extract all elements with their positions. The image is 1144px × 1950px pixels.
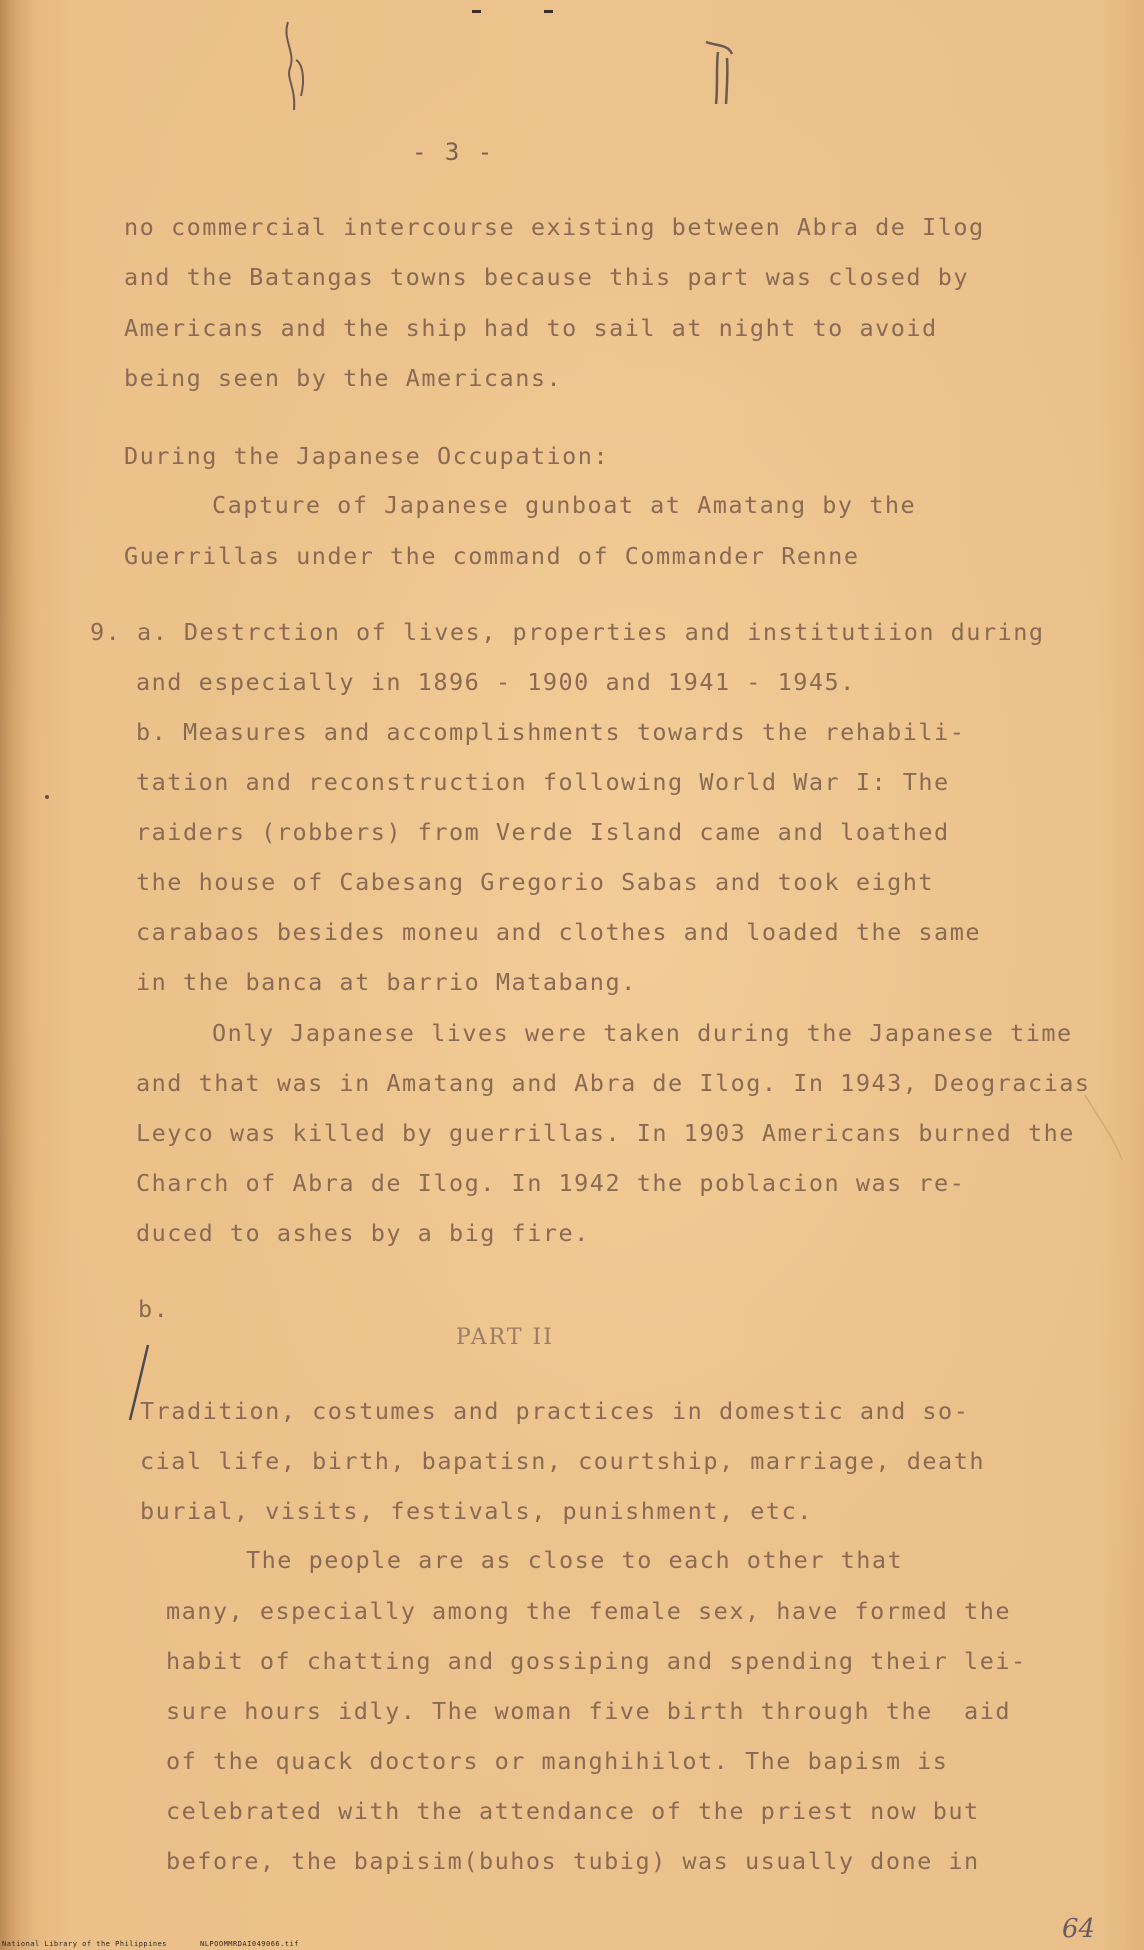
item-9b: b. Measures and accomplishments towards the rehabili- xyxy=(136,718,966,746)
text-line: of the quack doctors or manghihilot. The bapism is xyxy=(166,1747,949,1775)
item-b-label: b. xyxy=(138,1295,170,1323)
text-line: and the Batangas towns because this part was closed by xyxy=(124,263,970,291)
paper-crease xyxy=(1085,1095,1122,1160)
text-line: Only Japanese lives were taken during the Japanese time xyxy=(212,1019,1073,1047)
text-line: tation and reconstruction following World War I: The xyxy=(136,768,950,796)
text-line: and that was in Amatang and Abra de Ilog. In 1943, Deogracias xyxy=(136,1069,1091,1097)
item-9a: 9. a. Destrction of lives, properties and institutiion during xyxy=(90,618,1045,646)
footer-library-credit: National Library of the Philippines xyxy=(2,1940,168,1948)
pen-mark-right xyxy=(706,42,732,104)
text-line: before, the bapisim(buhos tubig) was usually done in xyxy=(166,1847,980,1875)
text-line: no commercial intercourse existing between Abra de Ilog xyxy=(124,213,985,241)
text-line: Tradition, costumes and practices in domestic and so- xyxy=(140,1397,970,1425)
text-line: habit of chatting and gossiping and spending their lei- xyxy=(166,1647,1027,1675)
text-line: Capture of Japanese gunboat at Amatang by the xyxy=(212,491,917,519)
text-line: duced to ashes by a big fire. xyxy=(136,1219,590,1247)
text-line: Americans and the ship had to sail at night to avoid xyxy=(124,314,938,342)
page-number: - 3 - xyxy=(412,138,495,166)
text-line: carabaos besides moneu and clothes and loaded the same xyxy=(136,918,982,946)
text-line: being seen by the Americans. xyxy=(124,364,563,392)
text-line: many, especially among the female sex, have formed the xyxy=(166,1597,1012,1625)
text-line: raiders (robbers) from Verde Island came and loathed xyxy=(136,818,950,846)
text-line: celebrated with the attendance of the priest now but xyxy=(166,1797,980,1825)
section-heading-japanese-occupation: During the Japanese Occupation: xyxy=(124,442,610,470)
text-line: in the banca at barrio Matabang. xyxy=(136,968,637,996)
footer-file-name: NLPOOMMRDAI049066.tif xyxy=(200,1940,300,1948)
text-line: burial, visits, festivals, punishment, etc. xyxy=(140,1497,813,1525)
text-line: sure hours idly. The woman five birth through the aid xyxy=(166,1697,1012,1725)
handwritten-page-number: 64 xyxy=(1062,1914,1096,1944)
text-line: The people are as close to each other that xyxy=(246,1546,904,1574)
text-line: Charch of Abra de Ilog. In 1942 the poblacion was re- xyxy=(136,1169,966,1197)
text-line: Guerrillas under the command of Commander Renne xyxy=(124,542,860,570)
part-heading: PART II xyxy=(456,1325,554,1350)
pen-mark-left xyxy=(286,22,303,110)
text-line: and especially in 1896 - 1900 and 1941 - 1945. xyxy=(136,668,856,696)
text-line: Leyco was killed by guerrillas. In 1903 Americans burned the xyxy=(136,1119,1075,1147)
text-line: the house of Cabesang Gregorio Sabas and took eight xyxy=(136,868,935,896)
text-line: cial life, birth, bapatisn, courtship, marriage, death xyxy=(140,1447,986,1475)
